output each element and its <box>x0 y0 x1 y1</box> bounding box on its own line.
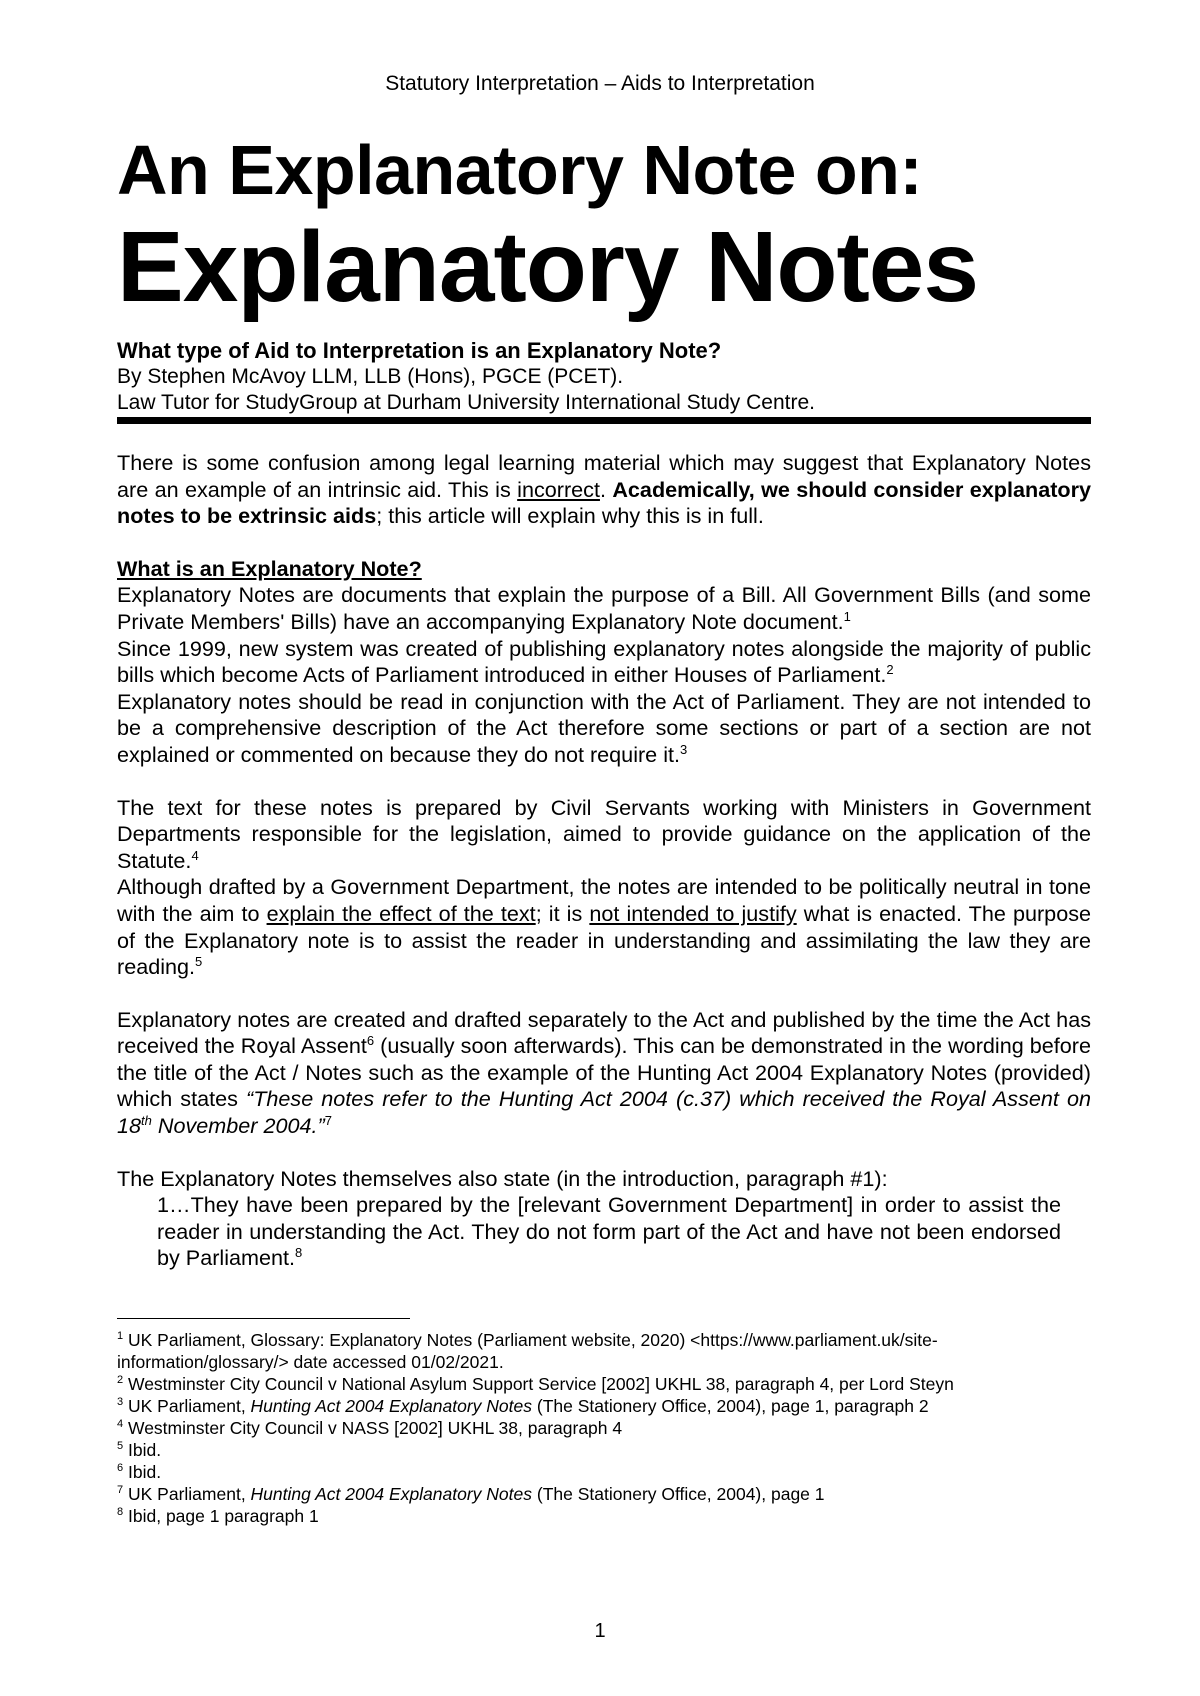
footnote-ref: 2 <box>886 661 894 677</box>
body <box>117 450 1091 1272</box>
subtitle: What type of Aid to Interpretation is an Explanatory Note? <box>117 338 722 363</box>
intro-paragraph: There is some confusion among legal learning material which may suggest that Explanatory Notes are an example of an intrinsic aid. This is incorrect. Academically, we should consider explanatory notes to be extrinsic aids; this article will explain why this is in full. <box>117 450 1091 529</box>
block-quote: 1…They have been prepared by the [relevant Government Department] in order to assist the reader in understanding the Act. They do not form part of the Act and have not been endorsed by Parliament.$^8$ <box>157 1192 1061 1271</box>
affiliation-line: Law Tutor for StudyGroup at Durham University International Study Centre. <box>117 391 815 414</box>
footnote-ref: 5 <box>195 953 203 969</box>
footnote-ref: 6 <box>366 1033 375 1049</box>
footnote: $^4$ Westminster City Council v NASS [2002] UKHL 38, paragraph 4 <box>117 1418 623 1439</box>
footnote: $^8$ Ibid, page 1 paragraph 1 <box>117 1506 319 1527</box>
title-line-1: An Explanatory Note on: <box>117 131 923 209</box>
paragraph: The text for these notes is prepared by Civil Servants working with Ministers in Government Departments responsible for the legislation, aimed to provide guidance on the application of the Statute.$^4$ <box>117 794 1091 873</box>
intro-bold-claim: Academically, we should consider explanatory notes to be extrinsic aids <box>117 476 1091 529</box>
content <box>117 128 1091 1527</box>
footnote: $^2$ Westminster City Council v National Asylum Support Service [2002] UKHL 38, paragraph 4, per Lord Steyn <box>117 1374 954 1395</box>
footnote: $^7$ UK Parliament, Hunting Act 2004 Explanatory Notes (The Stationery Office, 2004), page 1 <box>117 1484 825 1505</box>
paragraph: Explanatory Notes are documents that explain the purpose of a Bill. All Government Bills (and some Private Members' Bills) have an accompanying Explanatory Note document.$^1$ <box>117 582 1091 634</box>
paragraph: Since 1999, new system was created of publishing explanatory notes alongside the majority of public bills which become Acts of Parliament introduced in either Houses of Parliament.$^2$ <box>117 635 1091 688</box>
title-rule <box>117 417 1091 424</box>
footnote-ref: 4 <box>191 847 199 863</box>
footnote-ref: 8 <box>295 1245 303 1261</box>
footnote-ref: 1 <box>843 608 851 624</box>
paragraph: Explanatory notes should be read in conjunction with the Act of Parliament. They are not intended to be a comprehensive description of the Act therefore some sections or part of a section are not explained or commented on because they do not require it.$^3$ <box>117 688 1091 767</box>
page-number: 1 <box>594 1620 606 1642</box>
footnote: $^6$ Ibid. <box>117 1462 162 1483</box>
footnote-separator <box>117 1318 410 1319</box>
paragraph: Although drafted by a Government Department, the notes are intended to be politically neutral in tone with the aim to explain the effect of the text; it is not intended to justify what is enacted. The purpose of the Explanatory note is to assist the reader in understanding and assimilating the law they are reading.$^5$ <box>117 874 1092 980</box>
paragraph: Explanatory notes are created and drafted separately to the Act and published by the time the Act has received the Royal Assent$^6$ (usually soon afterwards). This can be demonstrated in the wording before the title of the Act / Notes such as the example of the Hunting Act 2004 Explanatory Notes (provided) which states “These notes refer to the Hunting Act 2004 (c.37) which received the Royal Assent on 18th November 2004.”$^7$ <box>117 1006 1091 1139</box>
footnotes <box>117 1329 1091 1527</box>
paragraph: The Explanatory Notes themselves also state (in the introduction, paragraph #1): <box>117 1165 888 1191</box>
footnote-ref: 7 <box>324 1112 332 1128</box>
footnote: $^1$ UK Parliament, Glossary: Explanatory Notes (Parliament website, 2020) <https://www.parliament.uk/site-information/glossary/> date accessed 01/02/2021. <box>117 1330 938 1373</box>
section-heading: What is an Explanatory Note? <box>117 555 422 581</box>
footnote-ref: 3 <box>680 741 688 757</box>
running-header: Statutory Interpretation – Aids to Interpretation <box>385 72 815 95</box>
footnote: $^5$ Ibid. <box>117 1440 162 1461</box>
author-line: By Stephen McAvoy LLM, LLB (Hons), PGCE (PCET). <box>117 365 624 388</box>
footnote: $^3$ UK Parliament, Hunting Act 2004 Explanatory Notes (The Stationery Office, 2004), page 1, paragraph 2 <box>117 1396 929 1417</box>
title-line-2: Explanatory Notes <box>117 211 979 323</box>
incorrect-underlined: incorrect <box>517 476 600 502</box>
